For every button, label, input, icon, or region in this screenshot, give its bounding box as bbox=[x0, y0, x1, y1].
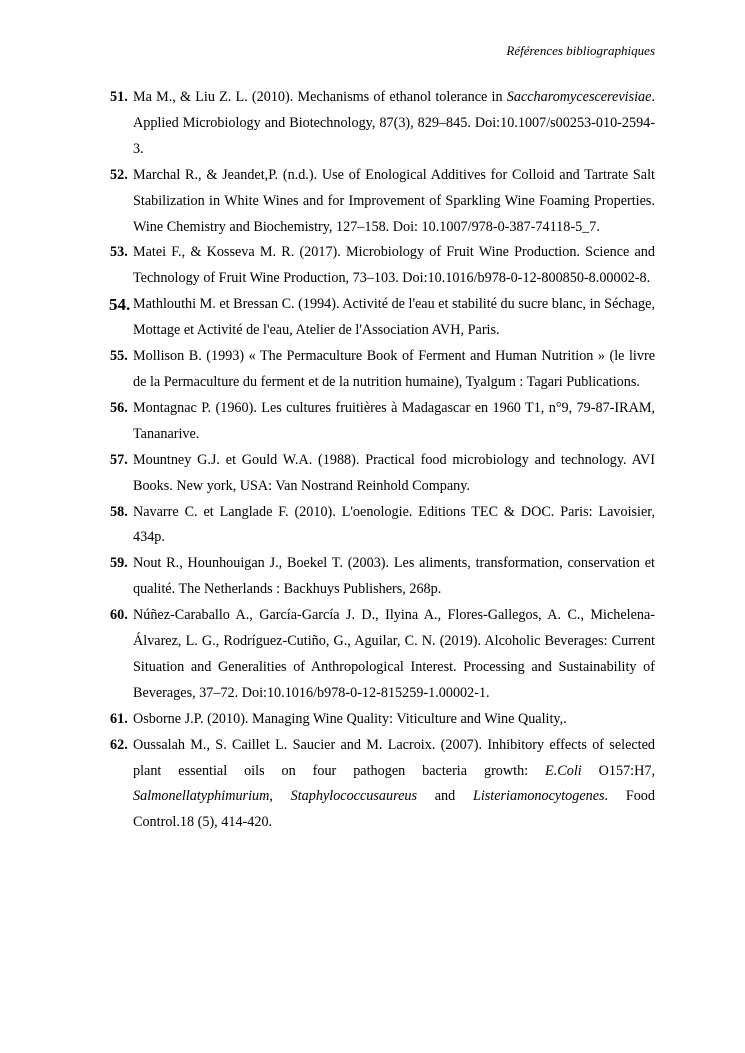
reference-number: 55. bbox=[110, 348, 128, 365]
reference-number: 62. bbox=[110, 736, 128, 753]
reference-text bbox=[133, 344, 655, 396]
reference-text-segment: Mathlouthi M. et Bressan C. (1994). Activité de l'eau et stabilité du sucre blanc, in Séchage, Mottage et Activité de l'eau, Atelier de l'Association AVH, Paris. bbox=[133, 296, 655, 339]
reference-text-segment: Nout R., Hounhouigan J., Boekel T. (2003). Les aliments, transformation, conservation et qualité. The Netherlands : Backhuys Publishers, 268p. bbox=[133, 555, 655, 598]
reference-text-segment: Oussalah M., S. Caillet L. Saucier and M. Lacroix. (2007). Inhibitory effects of selected plant essential oils on four pathogen bacteria growth: bbox=[133, 736, 655, 779]
reference-item bbox=[104, 500, 655, 552]
reference-list bbox=[104, 85, 655, 836]
reference-text-segment: Núñez-Caraballo A., García-García J. D., Ilyina A., Flores-Gallegos, A. C., Michelena-Álvarez, L. G., Rodríguez-Cutiño, G., Aguilar, C. N. (2019). Alcoholic Beverages: Current Situation and Generalities of Anthropological Interest. Processing and Sustainability of Beverages, 37–72. Doi:10.1016/b978-0-12-815259-1.00002-1. bbox=[133, 607, 655, 701]
reference-text bbox=[133, 396, 655, 448]
reference-item bbox=[104, 603, 655, 707]
reference-number: 57. bbox=[110, 451, 128, 468]
reference-text-segment: Mollison B. (1993) « The Permaculture Book of Ferment and Human Nutrition » (le livre de la Permaculture du ferment et de la nutrition humaine), Tyalgum : Tagari Publications. bbox=[133, 348, 655, 390]
reference-text bbox=[133, 551, 655, 603]
reference-text-segment: Matei F., & Kosseva M. R. (2017). Microbiology of Fruit Wine Production. Science and Technology of Fruit Wine Production, 73–103. Doi:10.1016/b978-0-12-800850-8.00002-8. bbox=[133, 244, 655, 287]
reference-text-segment: O157:H7, bbox=[581, 762, 655, 779]
reference-text bbox=[133, 240, 655, 292]
reference-text-segment: Ma M., & Liu Z. L. (2010). Mechanisms of ethanol tolerance in bbox=[133, 89, 507, 105]
reference-item bbox=[104, 448, 655, 500]
reference-item bbox=[104, 240, 655, 292]
reference-number: 60. bbox=[110, 607, 128, 624]
reference-text-segment: Osborne J.P. (2010). Managing Wine Quality: Viticulture and Wine Quality,. bbox=[133, 710, 567, 727]
reference-item bbox=[104, 85, 655, 163]
reference-text bbox=[133, 448, 655, 500]
reference-text bbox=[133, 85, 655, 163]
reference-item bbox=[104, 707, 655, 733]
reference-italic-term: Staphylococcusaureus bbox=[290, 788, 417, 805]
reference-text bbox=[133, 163, 655, 241]
reference-text-segment: Mountney G.J. et Gould W.A. (1988). Practical food microbiology and technology. AVI Books. New york, USA: Van Nostrand Reinhold Company. bbox=[133, 451, 655, 494]
reference-item bbox=[104, 551, 655, 603]
reference-number: 54. bbox=[109, 295, 131, 315]
reference-number: 51. bbox=[110, 89, 128, 105]
reference-text bbox=[133, 707, 655, 733]
reference-text-segment: Montagnac P. (1960). Les cultures fruitières à Madagascar en 1960 T1, n°9, 79-87-IRAM, Tananarive. bbox=[133, 399, 655, 442]
reference-text bbox=[133, 733, 655, 837]
reference-italic-term: Saccharomycescerevisiae bbox=[506, 89, 652, 105]
reference-number: 58. bbox=[110, 503, 128, 520]
running-header: Références bibliographiques bbox=[506, 43, 655, 58]
reference-number: 56. bbox=[110, 399, 128, 416]
reference-text-segment: , bbox=[269, 788, 291, 805]
reference-italic-term: E.Coli bbox=[545, 762, 582, 779]
reference-item bbox=[104, 163, 655, 241]
reference-text-segment: . Applied Microbiology and Biotechnology, 87(3), 829–845. Doi:10.1007/s00253-010-2594-3. bbox=[133, 89, 655, 157]
reference-item bbox=[104, 292, 655, 344]
reference-item bbox=[104, 733, 655, 837]
reference-text-segment: Marchal R., & Jeandet,P. (n.d.). Use of Enological Additives for Colloid and Tartrate Salt Stabilization in White Wines and for Improvement of Sparkling Wine Foaming Properties. Wine Chemistry and Biochemistry, 127–158. Doi: 10.1007/978-0-387-74118-5_7. bbox=[133, 166, 655, 235]
reference-number: 53. bbox=[110, 244, 128, 261]
reference-text-segment: Navarre C. et Langlade F. (2010). L'oenologie. Editions TEC & DOC. Paris: Lavoisier, 434p. bbox=[133, 503, 655, 546]
reference-italic-term: Listeriamonocytogenes bbox=[472, 788, 605, 805]
reference-italic-term: Salmonellatyphimurium bbox=[133, 788, 270, 805]
reference-item bbox=[104, 344, 655, 396]
reference-text-segment: and bbox=[416, 788, 473, 805]
reference-number: 59. bbox=[110, 555, 128, 572]
reference-text bbox=[133, 603, 655, 707]
reference-text bbox=[133, 292, 655, 344]
reference-text bbox=[133, 500, 655, 552]
reference-item bbox=[104, 396, 655, 448]
reference-number: 52. bbox=[110, 166, 128, 183]
reference-number: 61. bbox=[110, 710, 128, 727]
reference-text-segment: . Food Control.18 (5), 414-420. bbox=[133, 788, 655, 831]
